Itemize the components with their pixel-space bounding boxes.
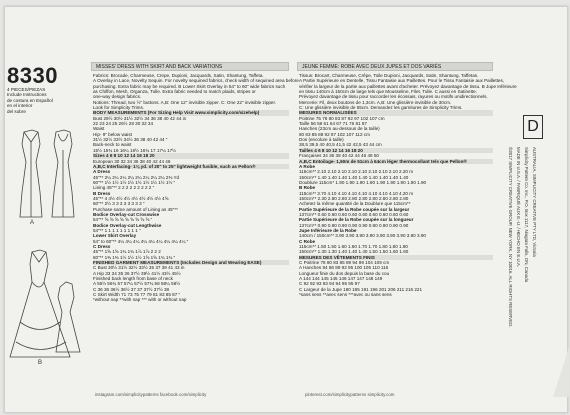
french-chart-line: A Robe [299, 163, 315, 169]
sketch-label-b: B [38, 360, 43, 366]
english-chart-line: 60"** 1⅜ 1⅜ 1½ 1½ 1½ 1⅝ 1⅝ 1¾ 1¾ ″ [93, 254, 176, 260]
english-chart-line: 31½ 32½ 33½ 34½ 36 38 40 42 44 ″ [93, 137, 168, 143]
english-chart-line: Sizes 4 6 8 10 12 14 16 18 20 [93, 153, 289, 158]
sketch-label-a: A [30, 220, 35, 226]
english-chart-line: *without nap **with nap *** with or without nap [93, 297, 187, 303]
english-chart-line: C Dress [93, 244, 111, 249]
side-info-line: de costura en Español [7, 97, 53, 103]
english-chart-line: Look for Simplicity Trims. [93, 105, 145, 111]
french-chart-line: 150cm** 1.30 1.30 1.40 1.40 1.40 1.50 1.50 1.60 1.60 [299, 249, 409, 255]
french-chart-line: 140cm / 150cm** 3.90 3.90 3.90 3.90 3.90 3.90 3.90 3.90 3.90 [299, 233, 426, 239]
english-chart-line: Bodice Overlay-cut Crosswise [93, 211, 160, 217]
english-chart-line: 54" to 60"** 4¼ 4¼ 4¼ 4¼ 4¼ 4¼ 4¼ 4¼ 4¼ ″ [93, 238, 189, 244]
english-chart-line: 15½ 15¾ 16 16¼ 16½ 16¾ 17 17¼ 17½ [93, 147, 177, 153]
french-chart-line: C Robe [299, 238, 316, 244]
english-size-chart [93, 73, 299, 303]
english-chart-line: 54"** ⅝ ⅝ ⅝ ⅝ ⅝ ⅝ ⅝ ⅝ ⅝ ″ [93, 217, 153, 223]
legal-line: MADE IN U.S.A. / FABRIQUÉ AUX E.-U. / HECHO EN E.U.A. [516, 147, 521, 268]
french-chart-line: 137cm** 0.60 0.60 0.60 0.60 0.60 0.60 0.60 0.60 0.60 [299, 211, 409, 217]
english-chart-line: as Chiffon, Mesh, Organza, Tulle. Extra fabric needed to match plaids, stripes or [93, 89, 256, 95]
english-chart-line: Lower Skirt Overlay [93, 233, 137, 239]
french-chart-line: A 144 144 145 145 146 147 147 148 149 [299, 276, 383, 282]
english-chart-line: Bodice Overlay-cut Lengthwise [93, 222, 162, 228]
french-chart-line: 115cm** 2.10 2.10 2.10 2.10 2.10 2.10 2.10 2.10 2.20 m [299, 169, 414, 175]
french-chart-line: Partie Supérieure de la Robe coupée sur la longueur [299, 217, 414, 223]
english-chart-line: B Dress [93, 190, 111, 196]
english-chart-line: A 56½ 56¾ 57 57¼ 57½ 57¾ 58 58¼ 58½ [93, 281, 181, 287]
english-chart-line: BODY MEASUREMENTS (For Sizing Help Visit www.simplicity.com/sizehelp) [93, 110, 289, 115]
english-chart-line: 45"** 4 4½ 4½ 4½ 4½ 4½ 4½ 4½ 4⅝ [93, 195, 169, 201]
english-chart-line: one-way design fabrics. [93, 94, 142, 100]
french-chart-line: C 92 92 93 93 94 94 95 95 97 [299, 281, 360, 287]
french-chart-line: Taille 56 58 61 64 67 71 76 81 87 [299, 121, 367, 127]
english-chart-line: Waist [93, 126, 105, 132]
french-chart-line: Hanches (23cm au-dessous de la taille) [299, 126, 380, 132]
french-chart-line: MESURES DES VÊTEMENTS FINIS [299, 255, 493, 260]
technical-sketches [10, 122, 90, 392]
pattern-side-info [7, 87, 57, 114]
french-chart-line: 150cm** 1.40 1.40 1.40 1.40 1.40 1.40 1.40 1.40 1.40 [299, 174, 409, 180]
english-chart-line: 60"** 2½ 3 3 3 3 3 3 3 3 ″ [93, 201, 145, 207]
english-chart-line: C Skirt Width 71 73 75 77 79 81 83 85 87 ″ [93, 292, 181, 298]
side-info-line: 4 PIECES/PIEZAS [7, 87, 46, 92]
english-chart-line: Fabrics: Brocade, Charmeuse, Crepe, Dupioni, Jacquards, Satin, Shantung, Taffeta. [93, 73, 264, 78]
french-chart-line: Françaises 34 36 38 40 42 44 46 48 50 [299, 153, 379, 159]
side-info-line: del sobre [7, 108, 26, 114]
french-chart-line: C Largeur de la Jupe 180 185 191 196 201 206 211 216 221 [299, 286, 423, 292]
envelope-flap-corner [553, 347, 569, 397]
english-chart-line: A Dress [93, 169, 111, 175]
french-section-header: JEUNE FEMME: ROBE AVEC DEUX JUPES ET DOS VARIÉS [297, 62, 493, 71]
english-chart-line: Bust 29½ 30½ 31½ 32½ 34 36 38 40 42 44 in [93, 115, 187, 121]
french-chart-line: Partie Supérieure de la Robe coupée sur la largeur [299, 206, 410, 212]
french-chart-line: en tissu 140cm à 150cm de large tels que Mousseline, Filet, Tulle. C aussi en Satinette. [299, 89, 477, 95]
pattern-envelope-back [4, 6, 568, 413]
french-chart-line: C Poitrine 78 80 83 85 89 94 99 104 109 cm [299, 260, 390, 266]
dress-sketch-drawings [10, 122, 90, 392]
english-chart-line: 60"** 1½ 1½ 1½ 1½ 1½ 1½ 1½ 1½ 1½ ″ [93, 179, 176, 185]
french-chart-line: Jupe Inférieure de la Robe [299, 227, 357, 233]
french-chart-line: A,B,C Entoilage- 1,60m de 51cm à 64cm léger thermocollant tels que Pellon® [299, 159, 493, 164]
french-chart-line: Tailles 4 6 8 10 12 14 16 18 20 [299, 148, 493, 153]
french-chart-line: Doublure 115cm* 1.90 1.90 1.90 1.90 1.90 1.90 1.90 1.90 1.90 [299, 179, 427, 185]
french-chart-line: vérifier la largeur de la partie aux paillettes avant d'acheter. Prévoyez davantage de tissu. B Jupe Inférieure [299, 83, 517, 89]
legal-line: ©2017 SIMPLICITY CREATIVE GROUP, NEW YORK, NY 10016. ALL RIGHTS RESERVED. [508, 147, 513, 328]
french-chart-line: Achetez la même quantité de la Doublure que 115cm** [299, 201, 411, 207]
size-range-box: D [523, 115, 543, 139]
english-section-header: MISSES' DRESS WITH SKIRT AND BACK VARIATIONS [91, 62, 289, 71]
english-chart-line: C Bust 30½ 31½ 32½ 33½ 35 37 39 41 43 in [93, 265, 185, 271]
side-info-line: Include Instructions [7, 92, 47, 98]
footer-social-left: instagram.com/simplicitypatterns facebook.com/simplicity [95, 392, 207, 397]
english-chart-line: European 30 32 34 36 38 40 42 44 46 [93, 158, 171, 164]
pattern-number: 8330 [7, 63, 58, 88]
french-chart-line: 115cm** 1.50 1.50 1.60 1.60 1.70 1.70 1.80 1.80 1.80 [299, 244, 408, 249]
english-chart-line: A Overlay in Lace, Novelty Sequin. For novelty sequined fabrics, check width of sequined area before [93, 78, 299, 84]
french-chart-line: Mercerie: Fil, deux boutons de 1,3cm. A,B: Une glissière invisible de 30cm. [299, 99, 452, 105]
legal-line: AUSTRALIA, SIMPLICITY CREATIVE PTY LTD, Victoria [532, 147, 537, 257]
french-chart-line: 38,5 39,5 40 40,5 41,5 42 42,5 43 44 cm [299, 142, 382, 148]
french-chart-line: Prévoyez davantage de tissu pour raccorder les écossais, rayures ou motifs unidirectionnels. [299, 94, 488, 100]
english-chart-line: 22 23 24 25 26½ 28 30 32 34 [93, 121, 154, 127]
french-chart-line: MESURES NORMALISÉES [299, 110, 493, 115]
french-chart-line: 137cm** 0.90 0.90 0.90 0.90 0.90 0.90 0.90 0.90 0.90 [299, 222, 409, 228]
legal-line: Simplicity Pattern Co. Inc., P.O. Box 1117, Niagara Falls, ON, Canada [524, 147, 529, 283]
english-chart-line: Hip- 9" below waist [93, 131, 132, 137]
french-chart-line: 150cm** 2.30 2.80 2.80 2.80 2.80 2.80 2.80 2.80 2.80 [299, 195, 409, 201]
english-chart-line: Lining 45"** 2 2 2 2 2 2 2 2 2 ″ [93, 185, 155, 191]
english-chart-line: 45"** 2¼ 2¼ 2¼ 2¼ 2¼ 2¼ 2¼ 2¼ 2⅜ Yd [93, 174, 180, 180]
english-chart-line: C 36 36 36½ 36½ 37 37 37½ 37½ 38 [93, 286, 170, 292]
french-chart-line: 80 83 85 88 92 97 102 107 112 cm [299, 131, 370, 137]
french-chart-line: C: Une glissière invisible de 55cm. Demandez les garnitures de Simplicity Trims. [299, 105, 463, 111]
english-chart-line: Notions: Thread, two ½" buttons. A,B: One 12" invisible zipper. C: One 22" invisible zipper. [93, 99, 277, 105]
french-chart-line: 115cm** 3.70 4.10 4.10 4.10 4.10 4.10 4.10 4.10 4.20 m [299, 190, 414, 196]
french-chart-line: Longueur finie du dos depuis la base du cou [299, 270, 390, 276]
french-chart-line: Tissus: Brocart, Charmeuse, Crêpe, Toile Dupioni, Jacquards, Satin, Shantung, Taffetas. [299, 73, 479, 78]
english-chart-line: A,B,C Interfacing- 1⅛ yd. of 20" to 25" lightweight fusible, such as Pellon® [93, 164, 289, 169]
english-chart-line: A Hip 33 34 35 36 37½ 39½ 41½ 43½ 45½ [93, 270, 181, 276]
english-chart-line: Finished back length from base of neck [93, 276, 173, 282]
footer-social-right: pinterest.com/simplicitypatterns simplicity.com [305, 392, 395, 397]
french-chart-line: A Hanches 84 86 89 92 95 100 105 110 116 [299, 265, 389, 271]
side-info-line: en el interior [7, 103, 33, 109]
english-chart-line: purchasing. Extra fabric may be required. B Lower Skirt Overlay in 54" to 60" wide fabrics such [93, 83, 286, 89]
english-chart-line: FINISHED GARMENT MEASUREMENTS (Includes Design and Wearing EASE) [93, 260, 289, 265]
french-chart-line: A Partie Supérieure en Dentelle, Tissu Fantaisie aux Paillettes. Pour le Tissu Fantaisie aux Paillettes, [299, 78, 505, 84]
english-chart-line: Back-neck to waist [93, 142, 132, 148]
french-chart-line: Dos (encolure à taille) [299, 137, 344, 143]
french-chart-line: Poitrine 75 78 80 83 87 92 97 102 107 cm [299, 115, 385, 121]
french-chart-line: B Robe [299, 185, 316, 191]
english-chart-line: 45"** 1⅝ 1⅝ 1¾ 1¾ 1⅞ 1⅞ 2 2 2 [93, 249, 161, 255]
english-chart-line: 54"** 1 1 1 1 1 1 1 1 1 ″ [93, 227, 141, 233]
english-chart-line: Purchase same amount of Lining as 45"** [93, 206, 178, 212]
french-chart-line: *sans sens **avec sens ***avec ou sans sens [299, 292, 392, 298]
